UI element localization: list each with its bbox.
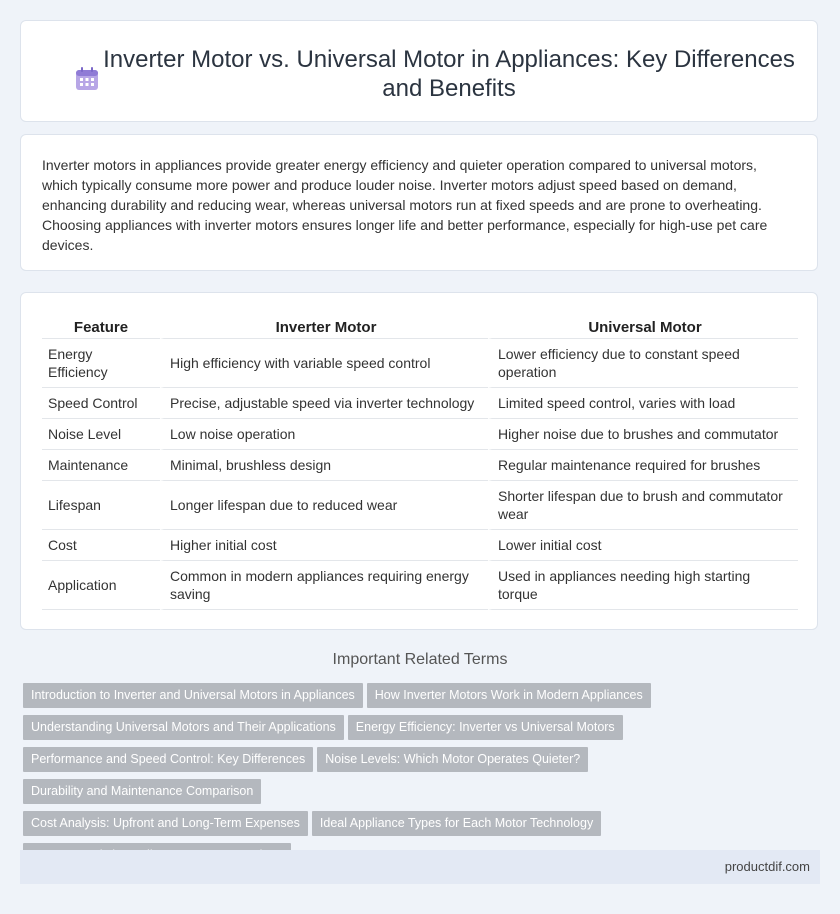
table-cell: Maintenance	[42, 450, 160, 481]
header-universal-motor: Universal Motor	[488, 314, 798, 339]
table-cell: Energy Efficiency	[42, 339, 160, 388]
table-header-row	[42, 314, 798, 339]
table-cell: Cost	[42, 530, 160, 561]
table-row	[42, 339, 798, 388]
table-cell: Lifespan	[42, 481, 160, 530]
page-title: Inverter Motor vs. Universal Motor in Appliances: Key Differences and Benefits	[103, 46, 795, 102]
table-row	[42, 530, 798, 561]
intro-text: Inverter motors in appliances provide greater energy efficiency and quieter operation compared to universal motors, which typically consume more power and produce louder noise. Inverter motors adjust speed based on demand, enhancing durability and reducing wear, whereas universal motors run at fixed speeds and are prone to overheating. Choosing appliances with inverter motors ensures longer life and better performance, especially for high-use pet care devices.	[42, 157, 768, 253]
header-feature: Feature	[42, 314, 160, 339]
title-card	[20, 20, 818, 122]
table-row	[42, 561, 798, 610]
footer	[20, 850, 820, 884]
related-term-link[interactable]: Noise Levels: Which Motor Operates Quieter?	[317, 747, 588, 772]
table-cell: Used in appliances needing high starting torque	[488, 561, 798, 610]
table-cell: Lower efficiency due to constant speed operation	[488, 339, 798, 388]
table-row	[42, 450, 798, 481]
related-term-link[interactable]: Understanding Universal Motors and Their Applications	[23, 715, 344, 740]
calendar-icon	[75, 67, 99, 91]
table-cell: Speed Control	[42, 388, 160, 419]
table-cell: Minimal, brushless design	[160, 450, 488, 481]
intro-card	[20, 134, 818, 271]
table-cell: Higher noise due to brushes and commutator	[488, 419, 798, 450]
comparison-table-card	[20, 292, 818, 630]
related-term-link[interactable]: Ideal Appliance Types for Each Motor Technology	[312, 811, 601, 836]
table-cell: Noise Level	[42, 419, 160, 450]
related-term-link[interactable]: Durability and Maintenance Comparison	[23, 779, 261, 804]
table-cell: Precise, adjustable speed via inverter technology	[160, 388, 488, 419]
table-cell: High efficiency with variable speed control	[160, 339, 488, 388]
table-cell: Limited speed control, varies with load	[488, 388, 798, 419]
related-term-link[interactable]: Energy Efficiency: Inverter vs Universal Motors	[348, 715, 623, 740]
related-terms-title: Important Related Terms	[332, 651, 508, 668]
table-cell: Application	[42, 561, 160, 610]
table-cell: Higher initial cost	[160, 530, 488, 561]
header-inverter-motor: Inverter Motor	[160, 314, 488, 339]
table-cell: Longer lifespan due to reduced wear	[160, 481, 488, 530]
table-cell: Common in modern appliances requiring energy saving	[160, 561, 488, 610]
related-term-link[interactable]: Cost Analysis: Upfront and Long-Term Expenses	[23, 811, 308, 836]
related-term-link[interactable]: Performance and Speed Control: Key Differences	[23, 747, 313, 772]
table-cell: Shorter lifespan due to brush and commutator wear	[488, 481, 798, 530]
table-cell: Low noise operation	[160, 419, 488, 450]
table-cell: Lower initial cost	[488, 530, 798, 561]
comparison-table	[42, 314, 798, 610]
table-cell: Regular maintenance required for brushes	[488, 450, 798, 481]
table-row	[42, 481, 798, 530]
related-term-link[interactable]: Introduction to Inverter and Universal Motors in Appliances	[23, 683, 363, 708]
related-terms-list	[23, 683, 813, 875]
table-row	[42, 388, 798, 419]
related-term-link[interactable]: How Inverter Motors Work in Modern Appliances	[367, 683, 651, 708]
table-row	[42, 419, 798, 450]
footer-site-link[interactable]: productdif.com	[724, 859, 810, 874]
